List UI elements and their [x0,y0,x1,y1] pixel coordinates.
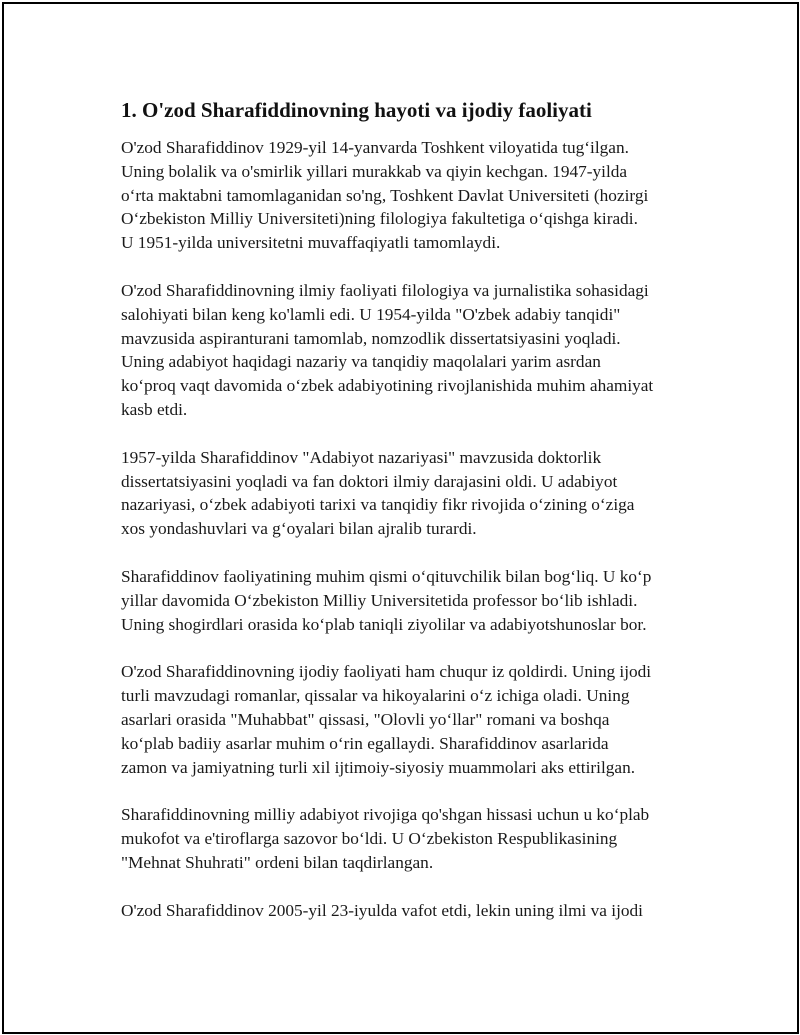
paragraph-line: dissertatsiyasini yoqladi va fan doktori ilmiy darajasini oldi. U adabiyot [121,471,618,491]
page-frame [2,2,799,1034]
paragraph-line: Uning shogirdlari orasida ko‘plab taniqli ziyolilar va adabiyotshunoslar bor. [121,614,647,634]
paragraph-line: mavzusida aspiranturani tamomlab, nomzodlik dissertatsiyasini yoqladi. [121,328,621,348]
section-heading: 1. O'zod Sharafiddinovning hayoti va ijodiy faoliyati [121,98,592,122]
paragraph-line: kasb etdi. [121,399,188,419]
paragraph-line: Sharafiddinov faoliyatining muhim qismi o‘qituvchilik bilan bog‘liq. U ko‘p [121,566,652,586]
paragraph-line: yillar davomida O‘zbekiston Milliy Universitetida professor bo‘lib ishladi. [121,590,638,610]
paragraphs-container [121,136,701,923]
paragraph-line: O'zod Sharafiddinovning ilmiy faoliyati filologiya va jurnalistika sohasidagi [121,280,649,300]
document-body [121,96,701,947]
paragraph-line: Uning adabiyot haqidagi nazariy va tanqidiy maqolalari yarim asrdan [121,352,601,372]
paragraph-7 [121,899,701,923]
paragraph-line: O'zod Sharafiddinov 1929-yil 14-yanvarda Toshkent viloyatida tug‘ilgan. [121,138,629,157]
paragraph-line: ko‘plab badiiy asarlar muhim o‘rin egallaydi. Sharafiddinov asarlarida [121,733,609,753]
paragraph-line: o‘rta maktabni tamomlaganidan so'ng, Toshkent Davlat Universiteti (hozirgi [121,185,649,205]
paragraph-line: zamon va jamiyatning turli xil ijtimoiy-siyosiy muammolari aks ettirilgan. [121,757,636,777]
paragraph-line: ko‘proq vaqt davomida o‘zbek adabiyotining rivojlanishida muhim ahamiyat [121,376,654,396]
paragraph-6 [121,803,701,874]
paragraph-line: Sharafiddinovning milliy adabiyot rivojiga qo'shgan hissasi uchun u ko‘plab [121,805,650,825]
paragraph-1 [121,136,701,255]
paragraph-5 [121,660,701,779]
paragraph-line: "Mehnat Shuhrati" ordeni bilan taqdirlangan. [121,852,434,872]
paragraph-line: U 1951-yilda universitetni muvaffaqiyatli tamomlaydi. [121,233,501,253]
paragraph-line: turli mavzudagi romanlar, qissalar va hikoyalarini o‘z ichiga oladi. Uning [121,686,630,706]
paragraph-line: nazariyasi, o‘zbek adabiyoti tarixi va tanqidiy fikr rivojida o‘zining o‘ziga [121,495,635,515]
paragraph-line: Uning bolalik va o'smirlik yillari murakkab va qiyin kechgan. 1947-yilda [121,161,628,181]
paragraph-line: mukofot va e'tiroflarga sazovor bo‘ldi. U O‘zbekiston Respublikasining [121,829,618,849]
paragraph-3 [121,446,701,541]
paragraph-line: xos yondashuvlari va g‘oyalari bilan ajralib turardi. [121,519,477,539]
paragraph-line: asarlari orasida "Muhabbat" qissasi, "Olovli yo‘llar" romani va boshqa [121,709,610,729]
paragraph-line: salohiyati bilan keng ko'lamli edi. U 1954-yilda "O'zbek adabiy tanqidi" [121,304,621,324]
paragraph-2 [121,279,701,422]
paragraph-line: O‘zbekiston Milliy Universiteti)ning filologiya fakultetiga o‘qishga kiradi. [121,209,638,229]
paragraph-4 [121,565,701,636]
paragraph-line: 1957-yilda Sharafiddinov "Adabiyot nazariyasi" mavzusida doktorlik [121,447,602,467]
paragraph-line: O'zod Sharafiddinov 2005-yil 23-iyulda vafot etdi, lekin uning ilmi va ijodi [121,900,643,920]
paragraph-line: O'zod Sharafiddinovning ijodiy faoliyati ham chuqur iz qoldirdi. Uning ijodi [121,662,652,682]
